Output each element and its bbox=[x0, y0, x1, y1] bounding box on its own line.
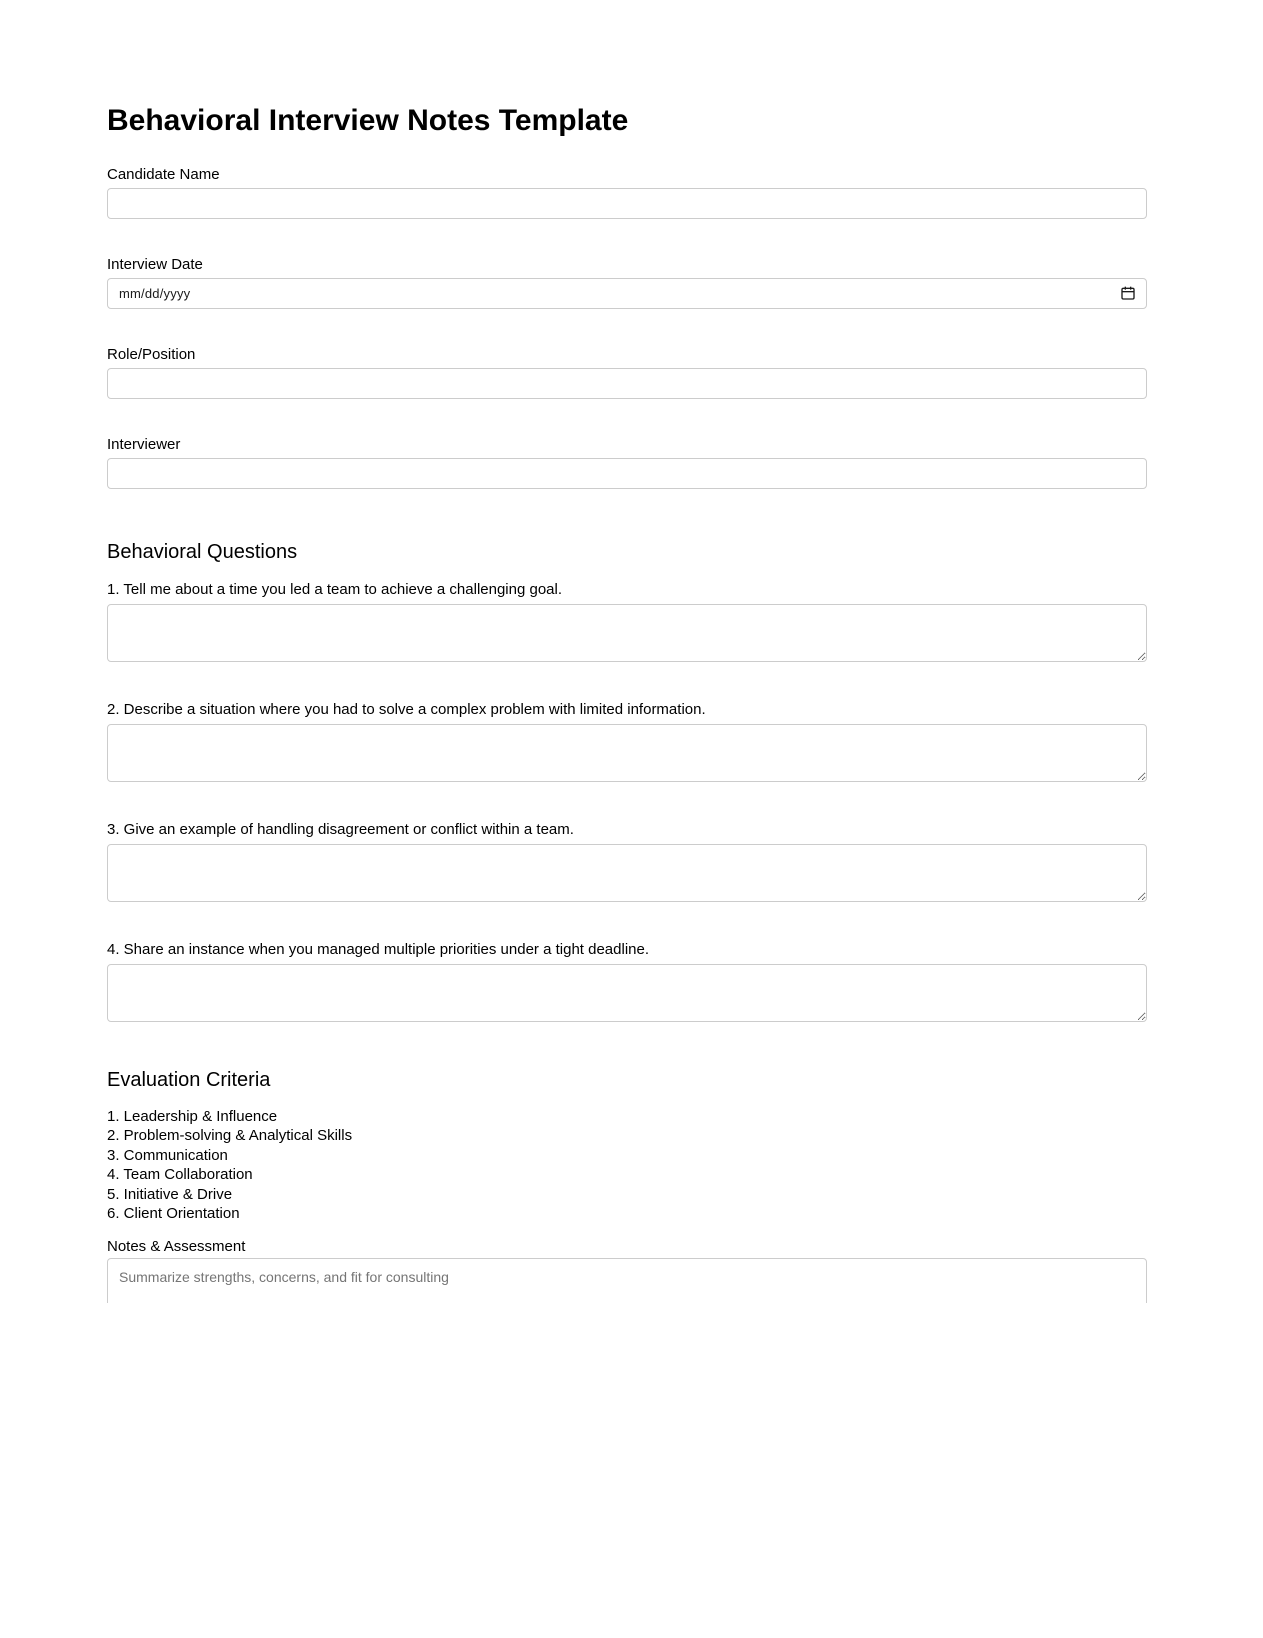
interviewer-field bbox=[107, 436, 1147, 489]
criteria-item-2: 2. Problem-solving & Analytical Skills bbox=[107, 1127, 353, 1144]
question-text-2: 2. Describe a situation where you had to solve a complex problem with limited information. bbox=[107, 700, 706, 718]
role-position-input[interactable] bbox=[107, 368, 1147, 399]
question-answer-textarea-1[interactable] bbox=[107, 604, 1147, 662]
interview-date-input[interactable] bbox=[107, 278, 1147, 309]
role-position-label: Role/Position bbox=[107, 345, 196, 363]
question-answer-textarea-3[interactable] bbox=[107, 844, 1147, 902]
question-answer-textarea-2[interactable] bbox=[107, 724, 1147, 782]
role-position-field bbox=[107, 346, 1147, 399]
calendar-icon[interactable] bbox=[1120, 285, 1136, 301]
interview-date-field bbox=[107, 256, 1147, 309]
page-title: Behavioral Interview Notes Template bbox=[107, 104, 629, 137]
criteria-item-4: 4. Team Collaboration bbox=[107, 1166, 253, 1183]
interview-date-wrap bbox=[107, 278, 1147, 309]
candidate-name-field bbox=[107, 166, 1147, 219]
candidate-name-label: Candidate Name bbox=[107, 165, 220, 183]
question-text-1: 1. Tell me about a time you led a team to achieve a challenging goal. bbox=[107, 580, 563, 598]
notes-clip-region bbox=[107, 1258, 1147, 1303]
criteria-item-1: 1. Leadership & Influence bbox=[107, 1107, 278, 1125]
interviewer-label: Interviewer bbox=[107, 435, 181, 453]
candidate-name-input[interactable] bbox=[107, 188, 1147, 219]
criteria-item-5: 5. Initiative & Drive bbox=[107, 1185, 233, 1203]
question-text-4: 4. Share an instance when you managed multiple priorities under a tight deadline. bbox=[107, 940, 650, 958]
notes-assessment-label: Notes & Assessment bbox=[107, 1237, 246, 1255]
behavioral-questions-heading: Behavioral Questions bbox=[107, 540, 298, 563]
question-answer-textarea-4[interactable] bbox=[107, 964, 1147, 1022]
evaluation-criteria-heading: Evaluation Criteria bbox=[107, 1068, 271, 1091]
notes-textarea[interactable] bbox=[107, 1258, 1147, 1303]
interview-date-label: Interview Date bbox=[107, 255, 203, 273]
criteria-item-3: 3. Communication bbox=[107, 1146, 228, 1164]
evaluation-criteria-list bbox=[107, 1107, 1147, 1224]
criteria-item-6: 6. Client Orientation bbox=[107, 1205, 240, 1222]
interviewer-input[interactable] bbox=[107, 458, 1147, 489]
question-text-3: 3. Give an example of handling disagreement or conflict within a team. bbox=[107, 820, 574, 838]
